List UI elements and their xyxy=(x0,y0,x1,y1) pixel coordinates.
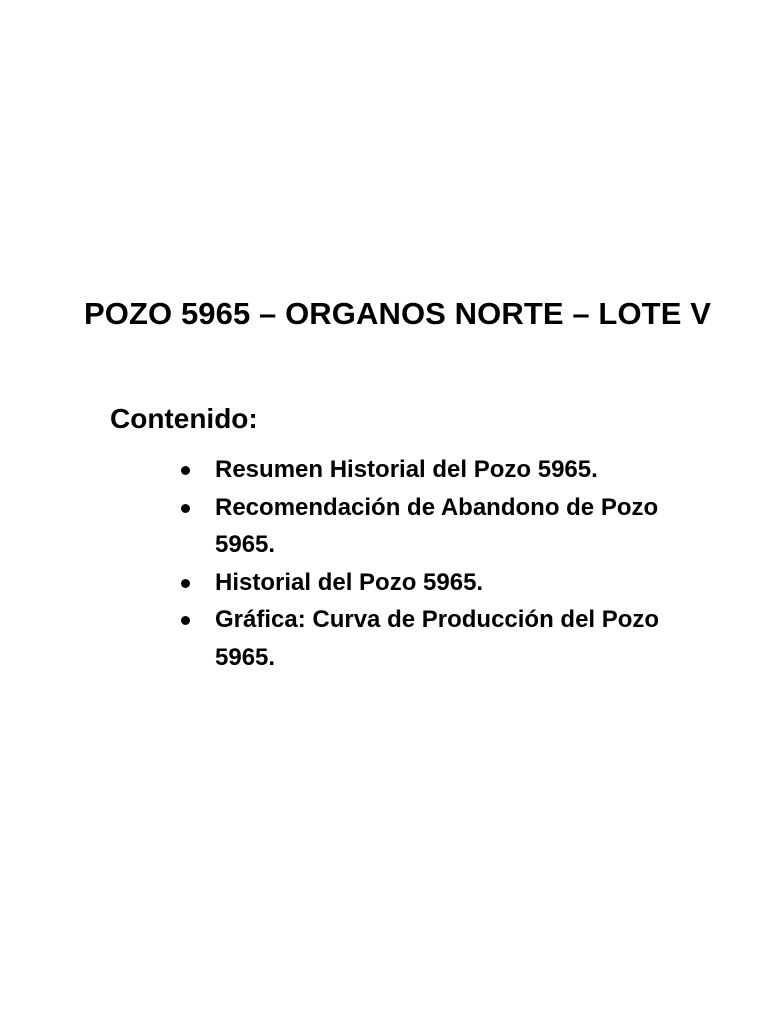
contents-item-recomendacion-abandono xyxy=(178,489,678,564)
contents-list xyxy=(178,451,678,676)
contents-item-grafica-curva-produccion xyxy=(178,601,678,676)
contents-item-label: Historial del Pozo 5965. xyxy=(215,568,484,596)
contents-item-label: Resumen Historial del Pozo 5965. xyxy=(215,456,598,483)
bullet-icon xyxy=(181,616,190,625)
bullet-icon xyxy=(181,504,190,513)
bullet-icon xyxy=(181,579,190,588)
bullet-icon xyxy=(181,466,190,475)
document-title: POZO 5965 – ORGANOS NORTE – LOTE V xyxy=(84,296,711,331)
contents-item-label: Gráfica: Curva de Producción del Pozo 5965. xyxy=(215,606,660,671)
contents-item-historial xyxy=(178,564,678,602)
contents-item-label: Recomendación de Abandono de Pozo 5965. xyxy=(215,493,659,558)
contents-heading: Contenido: xyxy=(110,403,258,434)
contents-item-resumen-historial xyxy=(178,451,678,489)
